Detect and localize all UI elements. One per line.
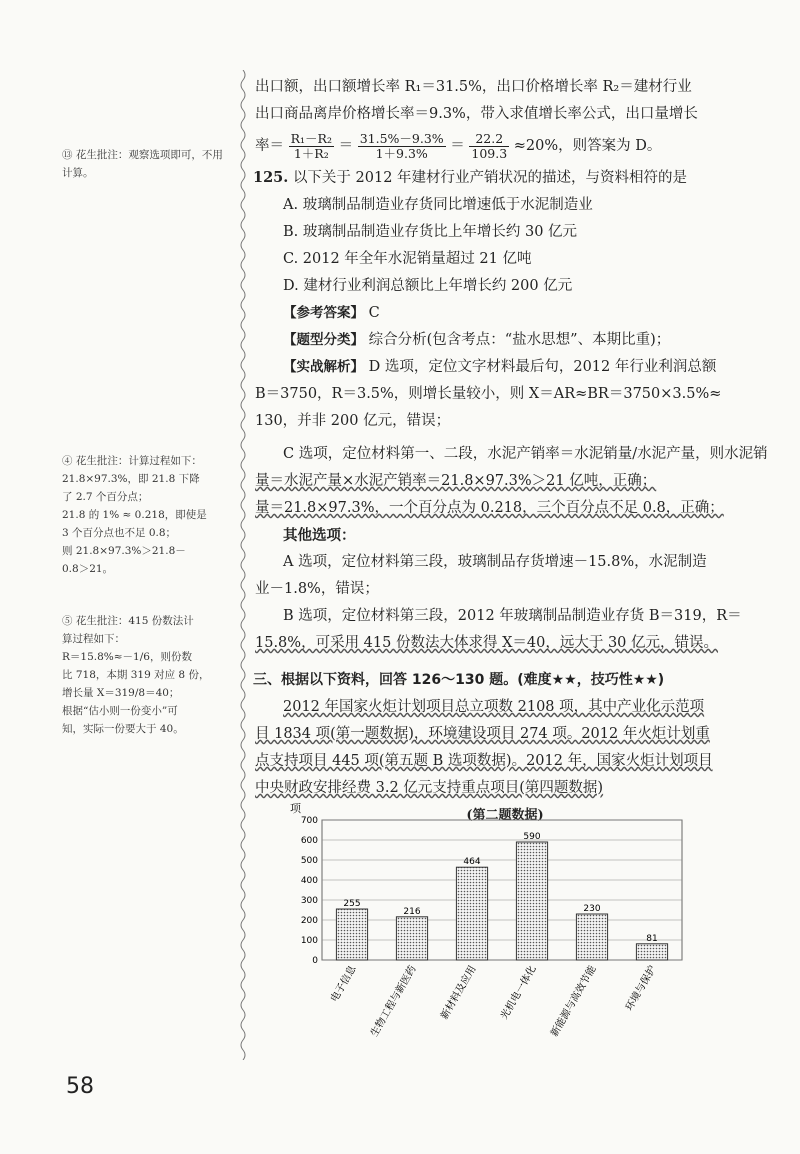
fraction-denominator: 1＋R₂	[293, 145, 329, 161]
type-value: 综合分析(包含考点：“盐水思想”、本期比重)；	[368, 332, 671, 348]
equals-sign: ＝	[338, 138, 354, 154]
fraction-denominator: 1＋9.3%	[375, 145, 428, 161]
x-tick-label: 环境与保护	[624, 964, 659, 1013]
formula-result: ≈20%，则答案为 D。	[513, 138, 662, 154]
text-line: 业－1.8%，错误；	[255, 581, 379, 597]
fraction-2	[358, 132, 446, 161]
fraction-3	[469, 132, 509, 161]
analysis-text: D 选项，定位文字材料最后句，2012 年行业利润总额	[368, 359, 717, 375]
text-line: 点支持项目 445 项(第五题 B 选项数据)。2012 年，国家火炬计划项目	[255, 753, 713, 769]
x-tick-label: 光机电一体化	[499, 964, 539, 1022]
y-tick-label: 0	[312, 956, 318, 966]
fraction-1	[289, 132, 334, 161]
text-line: A 选项，定位材料第三段，玻璃制品存货增速－15.8%，水泥制造	[283, 554, 707, 570]
fraction-denominator: 109.3	[471, 145, 508, 161]
text-line: C 选项，定位材料第一、二段，水泥产销率＝水泥销量/水泥产量，则水泥销	[283, 446, 768, 462]
y-tick-label: 200	[300, 916, 318, 926]
option-b: B. 玻璃制品制造业存货比上年增长约 30 亿元	[283, 224, 578, 240]
y-tick-label: 500	[300, 856, 318, 866]
analysis-line	[255, 354, 755, 381]
wavy-divider	[238, 70, 248, 1060]
fraction-numerator: R₁－R₂	[290, 130, 332, 146]
answer-value: C	[368, 305, 380, 321]
text-line: 出口商品离岸价格增长率＝9.3%，带入求值增长率公式，出口量增长	[255, 106, 698, 122]
chart-title: (第二题数据)	[466, 808, 544, 823]
other-options-heading: 其他选项：	[283, 527, 356, 544]
text-line: B＝3750，R＝3.5%，则增长量较小，则 X＝AR≈BR＝3750×3.5%≈	[255, 386, 722, 402]
data-label: 255	[343, 899, 361, 909]
bar-1	[336, 909, 367, 960]
answer-line	[255, 300, 755, 327]
x-tick-label: 生物工程与新医药	[369, 964, 419, 1039]
data-label: 81	[646, 933, 658, 944]
text-line: 量＝21.8×97.3%，一个百分点为 0.218，三个百分点不足 0.8，正确；	[255, 500, 724, 516]
text-line: 中央财政安排经费 3.2 亿元支持重点项目(第四题数据)	[255, 780, 604, 796]
question-title	[253, 164, 755, 192]
data-label: 216	[403, 906, 421, 917]
annotation-note-1: ⑬ 花生批注：观察选项即可，不用计算。	[62, 149, 223, 179]
answer-tag: 【参考答案】	[283, 305, 364, 321]
bar-3	[456, 867, 487, 960]
bar-5	[576, 914, 607, 960]
data-label: 590	[523, 832, 541, 842]
equals-sign: ＝	[450, 138, 465, 154]
fraction-numerator: 22.2	[469, 132, 509, 147]
data-label: 230	[583, 904, 601, 914]
option-d: D. 建材行业利润总额比上年增长约 200 亿元	[283, 278, 573, 294]
bar-layer	[327, 832, 667, 1039]
formula-line	[255, 128, 755, 164]
y-axis-label: 项	[290, 802, 301, 815]
y-tick-label: 100	[300, 936, 318, 946]
question-text: 以下关于 2012 年建材行业产销状况的描述，与资料相符的是	[292, 170, 688, 186]
x-tick-label: 电子信息	[329, 964, 359, 1005]
text-line: 15.8%，可采用 415 份数法大体求得 X＝40，远大于 30 亿元，错误。	[255, 635, 719, 651]
text-line: 量＝水泥产量×水泥产销率＝21.8×97.3%＞21 亿吨，正确；	[255, 473, 657, 489]
text-line: 2012 年国家火炬计划项目总立项数 2108 项，其中产业化示范项	[283, 699, 705, 715]
text-line: B 选项，定位材料第三段，2012 年玻璃制品制造业存货 B＝319，R＝	[283, 608, 742, 624]
type-line	[255, 327, 755, 354]
data-label: 464	[463, 857, 481, 868]
page-number: 58	[66, 1074, 94, 1099]
y-tick-label: 400	[300, 876, 318, 886]
y-tick-label: 600	[300, 836, 318, 846]
bar-4	[516, 842, 547, 960]
question-number: 125.	[253, 169, 289, 186]
type-tag: 【题型分类】	[283, 332, 364, 348]
bar-chart	[262, 800, 712, 1060]
x-tick-label: 新能源与高效节能	[549, 964, 599, 1039]
option-c: C. 2012 年全年水泥销量超过 21 亿吨	[283, 251, 532, 267]
y-tick-label: 300	[300, 896, 318, 906]
annotation-note-2: ④ 花生批注：计算过程如下： 21.8×97.3%，即 21.8 下降 了 2.7 个百分点； 21.8 的 1% ≈ 0.218，即使是 3 个百分点也不足 0.8； 则 21.8×97.3%＞21.8－ 0.8＞21。	[62, 455, 207, 575]
fraction-numerator: 31.5%－9.3%	[359, 130, 444, 146]
section-title: 三、根据以下资料，回答 126～130 题。(难度★★，技巧性★★)	[253, 672, 665, 688]
bar-2	[396, 917, 427, 960]
sidebar-notes	[62, 0, 232, 1154]
annotation-note-3: ⑤ 花生批注：415 份数法计 算过程如下： R＝15.8%≈－1/6，则份数 比 718，本期 319 对应 8 份， 增长量 X＝319/8＝40； 根据“估小则一份变小”可 知，实际一份要大于 40。	[62, 615, 210, 735]
text-line: 目 1834 项(第一题数据)，环境建设项目 274 项。2012 年火炬计划重	[255, 726, 710, 742]
analysis-tag: 【实战解析】	[283, 359, 364, 375]
plot-frame	[322, 820, 682, 960]
text-line: 出口额，出口额增长率 R₁＝31.5%，出口价格增长率 R₂＝建材行业	[255, 79, 692, 95]
x-tick-label: 新材料及应用	[439, 964, 479, 1022]
main-content	[253, 74, 768, 823]
text-line: 130，并非 200 亿元，错误；	[255, 413, 451, 429]
formula-prefix: 率＝	[255, 138, 284, 154]
option-a: A. 玻璃制品制造业存货同比增速低于水泥制造业	[283, 197, 593, 213]
y-tick-label: 700	[300, 816, 318, 826]
bar-6	[636, 944, 667, 960]
